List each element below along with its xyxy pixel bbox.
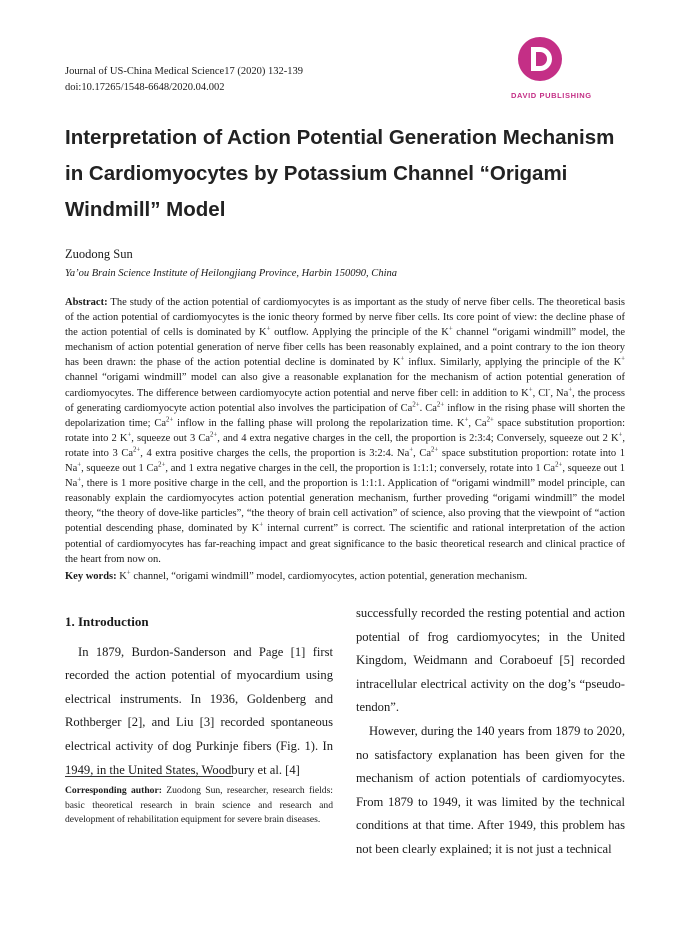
publisher-logo [503,37,625,103]
section-heading: 1. Introduction [65,614,149,629]
paper-title: Interpretation of Action Potential Generation Mechanism in Cardiomyocytes by Potassium Channel “Origami Windmill” Model [65,126,615,221]
body-paragraph: However, during the 140 years from 1879 to 2020, no satisfactory explanation has been given for the mechanism of action potentials of cardiomyocytes. From 1879 to 1949, it was limited by the technical conditions at that time. After 1949, this problem has not been clearly explained; it is not just a technical [356,723,625,856]
footnote: Corresponding author: Zuodong Sun, researcher, research fields: basic theoretical research in brain science and research and development of rehabilitation equipment for severe brain diseases. [65,785,333,825]
journal-citation [65,64,303,96]
logo-brand-text: DAVID PUBLISHING [511,91,592,100]
abstract: Abstract: The study of the action potential of cardiomyocytes is as important as the study of nerve fiber cells. The theoretical basis of the action potential of cardiomyocytes is the ionic theory formed by nerve fiber cells. Its core point of view: the decline phase of the action potential of cells is dominated by K+ outflow. Applying the principle of the K+ channel “origami windmill” model, the mechanism of action potential generation of nerve fiber cells has been reasonably explained, and a point contrary to the ion theory has been drawn: the phase of the action potential decline is dominated by K+ influx. Similarly, applying the principle of the K+ channel “origami windmill” model can also give a reasonable explanation for the mechanism of action potential generation of cardiomyocytes. The difference between cardiomyocyte action potential and nerve fiber cell: in addition to K+, Cl-, Na+, the process of generating cardiomyocyte action potential also involves the participation of $Ca^{2+}$. $Ca^{2+}$ inflow in the rising phase will shorten the depolarization time; $Ca^{2+}$ inflow in the falling phase will prolong the repolarization time. K+, $Ca^{2+}$ space substitution proportion: rotate into 2 K+, squeeze out 3 $Ca^{2+}$, and 4 extra negative charges in the cell, the proportion is 2:3:4; Conversely, squeeze out 2 K+, rotate into 3 $Ca^{2+}$, 4 extra positive charges the cells, the proportion is 3:2:4. Na+, $Ca^{2+}$ space substitution proportion: rotate into 1 Na+, squeeze out 1 $Ca^{2+}$, and 1 extra negative charges in the cell, the proportion is 1:1:1; conversely, rotate into 1 $Ca^{2+}$, squeeze out 1 Na+, there is 1 more positive charge in the cell, and the proportion is 1:1:1. Application of “origami windmill” model principle, can reasonably explain the cardiomyocytes action potential generation mechanism, further proveding “origami windmill” the model theory, “the theory of dove-like particles”, “the theory of brain cell activation” of science, also proving that the viewpoint of “action potential descending phase, dominated by K+ internal current” is correct. The scientific and rational interpretation of the action potential of cardiomyocytes has far-reaching impact and great significance to the basic theoretical research and clinical practice of the heart from now on. [65,297,626,565]
body-column-left [65,610,333,782]
keywords-label: Key words: [65,571,117,582]
footnote-label: Corresponding author: [65,785,162,796]
body-paragraph: successfully recorded the resting potential and action potential of frog cardiomyocytes; in the United Kingdom, Weidmann and Coraboeuf [5] recorded intracellular electrical activity on the dog’s “pseudo-tendon”. [356,606,625,715]
author-name: Zuodong Sun [65,247,133,261]
doi: doi:10.17265/1548-6648/2020.04.002 [65,82,225,93]
abstract-label: Abstract: [65,297,108,308]
logo-d-icon [518,37,562,81]
author-affiliation: Ya’ou Brain Science Institute of Heilongjiang Province, Harbin 150090, China [65,268,397,279]
footnote-divider [65,776,233,777]
body-paragraph: In 1879, Burdon-Sanderson and Page [1] first recorded the action potential of myocardium using electrical instruments. In 1936, Goldenberg and Rothberger [2], and Liu [3] recorded spontaneous electrical activity of dog Purkinje fibers (Fig. 1). In 1949, in the United States, Woodbury et al. [4] [65,644,333,777]
keywords: Key words: K+ channel, “origami windmill” model, cardiomyocytes, action potential, generation mechanism. [65,569,528,582]
body-column-right [356,602,625,862]
journal-name: Journal of US-China Medical Science17 (2020) 132-139 [65,66,303,77]
